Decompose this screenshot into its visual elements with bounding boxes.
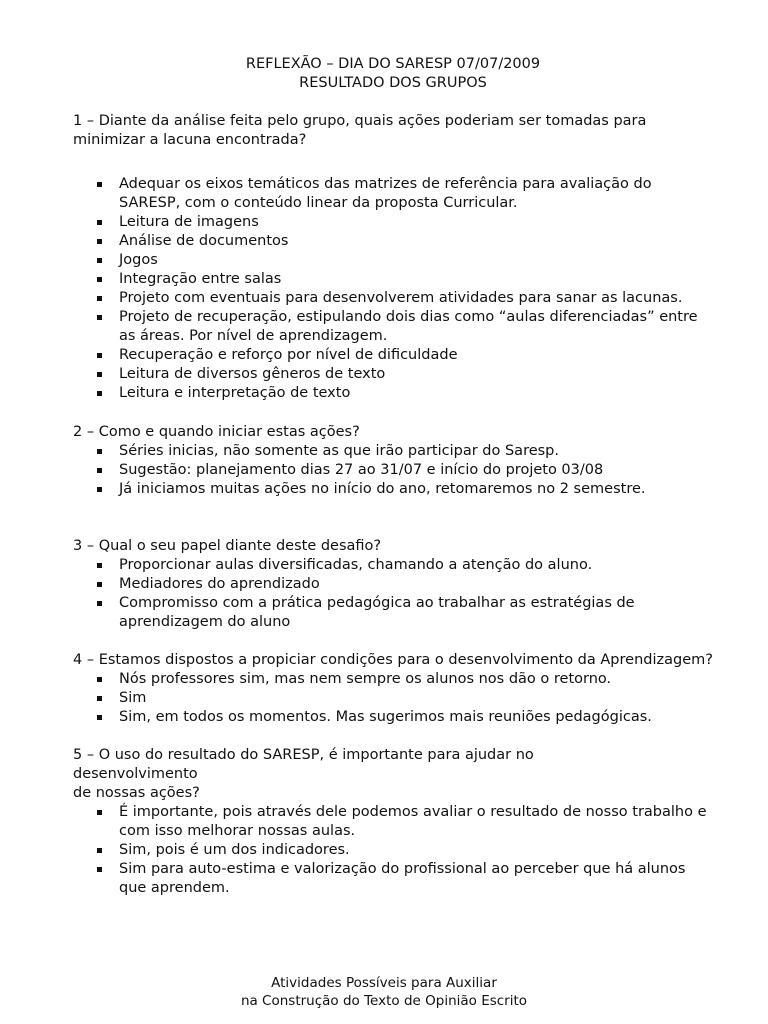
footer-caption: Atividades Possíveis para Auxiliar na Construção do Texto de Opinião Escrito — [240, 975, 528, 1009]
list-item: Integração entre salas — [73, 270, 713, 289]
question-2: 2 – Como e quando iniciar estas ações? — [73, 424, 360, 440]
list-item: Leitura de diversos gêneros de texto — [73, 365, 713, 384]
list-item: Nós professores sim, mas nem sempre os alunos nos dão o retorno. — [73, 670, 713, 689]
question-5-list — [73, 803, 713, 898]
list-item: Sim, em todos os momentos. Mas sugerimos mais reuniões pedagógicas. — [73, 708, 713, 727]
question-2-list — [73, 442, 713, 499]
question-4: 4 – Estamos dispostos a propiciar condições para o desenvolvimento da Aprendizagem? — [73, 652, 713, 668]
list-item: Análise de documentos — [73, 232, 713, 251]
list-item: Sim, pois é um dos indicadores. — [73, 841, 713, 860]
list-item: Sim para auto-estima e valorização do profissional ao perceber que há alunos que aprendem. — [73, 860, 713, 898]
question-4-list — [73, 670, 713, 727]
list-item: Projeto com eventuais para desenvolverem atividades para sanar as lacunas. — [73, 289, 713, 308]
list-item: Recuperação e reforço por nível de dificuldade — [73, 346, 713, 365]
question-1-list — [73, 175, 713, 403]
list-item: Leitura de imagens — [73, 213, 713, 232]
list-item: É importante, pois através dele podemos avaliar o resultado de nosso trabalho e com isso melhorar nossas aulas. — [73, 803, 713, 841]
list-item: Proporcionar aulas diversificadas, chamando a atenção do aluno. — [73, 556, 713, 575]
question-3: 3 – Qual o seu papel diante deste desafio? — [73, 538, 382, 554]
list-item: Projeto de recuperação, estipulando dois dias como “aulas diferenciadas” entre as áreas. Por nível de aprendizagem. — [73, 308, 713, 346]
list-item: Já iniciamos muitas ações no início do ano, retomaremos no 2 semestre. — [73, 480, 713, 499]
list-item: Leitura e interpretação de texto — [73, 384, 713, 403]
list-item: Séries inicias, não somente as que irão participar do Saresp. — [73, 442, 713, 461]
list-item: Jogos — [73, 251, 713, 270]
question-3-list — [73, 556, 713, 632]
list-item: Sim — [73, 689, 713, 708]
document-page — [73, 55, 713, 898]
list-item: Compromisso com a prática pedagógica ao trabalhar as estratégias de aprendizagem do aluno — [73, 594, 713, 632]
question-1: 1 – Diante da análise feita pelo grupo, quais ações poderiam ser tomadas para minimizar a lacuna encontrada? — [73, 113, 647, 148]
list-item: Adequar os eixos temáticos das matrizes de referência para avaliação do SARESP, com o conteúdo linear da proposta Curricular. — [73, 175, 713, 213]
list-item: Mediadores do aprendizado — [73, 575, 713, 594]
document-title: REFLEXÃO – DIA DO SARESP 07/07/2009 RESULTADO DOS GRUPOS — [245, 56, 541, 91]
question-5: 5 – O uso do resultado do SARESP, é importante para ajudar no desenvolvimento de nossas ações? — [73, 747, 534, 801]
list-item: Sugestão: planejamento dias 27 ao 31/07 e início do projeto 03/08 — [73, 461, 713, 480]
